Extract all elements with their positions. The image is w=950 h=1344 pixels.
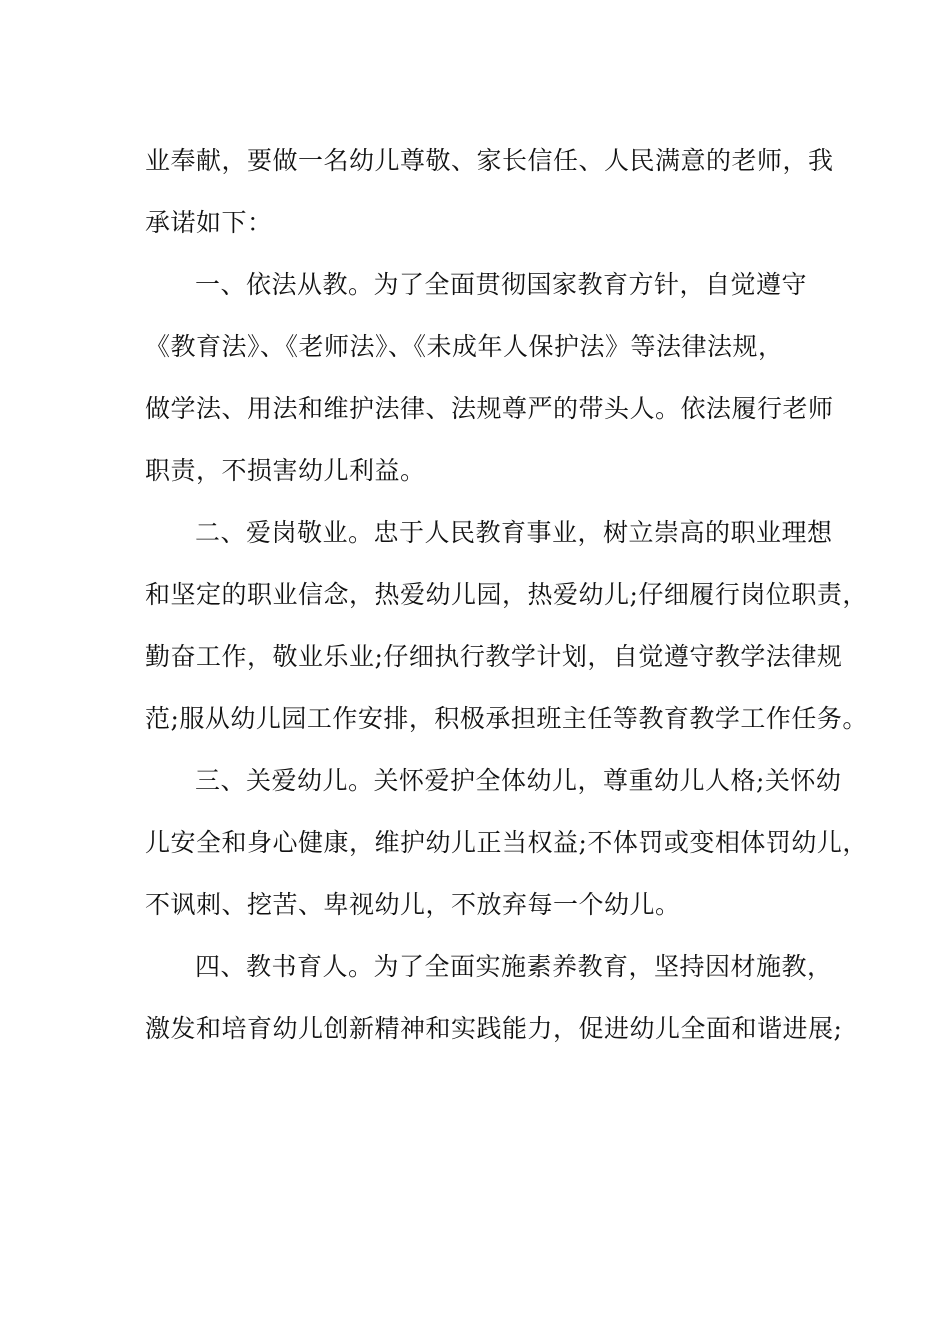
text-line: 业奉献，要做一名幼儿尊敬、家长信任、人民满意的老师，我 xyxy=(145,146,834,175)
text-line: 职责，不损害幼儿利益。 xyxy=(145,456,426,485)
text-line: 做学法、用法和维护法律、法规尊严的带头人。依法履行老师 xyxy=(145,394,834,423)
text-line: 一、依法从教。为了全面贯彻国家教育方针，自觉遵守 xyxy=(195,270,808,299)
text-line: 三、关爱幼儿。关怀爱护全体幼儿，尊重幼儿人格;关怀幼 xyxy=(195,766,842,795)
text-line: 二、爱岗敬业。忠于人民教育事业，树立崇高的职业理想 xyxy=(195,518,833,547)
text-line: 范;服从幼儿园工作安排，积极承担班主任等教育教学工作任务。 xyxy=(145,704,868,733)
text-line: 激发和培育幼儿创新精神和实践能力，促进幼儿全面和谐进展; xyxy=(145,1014,843,1043)
document-body xyxy=(145,130,868,1060)
text-line: 承诺如下： xyxy=(145,208,273,237)
text-line: 四、教书育人。为了全面实施素养教育，坚持因材施教， xyxy=(195,952,833,981)
text-line: 勤奋工作，敬业乐业;仔细执行教学计划，自觉遵守教学法律规 xyxy=(145,642,843,671)
text-line: 《教育法》、《老师法》、《未成年人保护法》等法律法规， xyxy=(145,332,784,361)
text-line: 儿安全和身心健康，维护幼儿正当权益;不体罚或变相体罚幼儿， xyxy=(145,828,868,857)
text-line: 和坚定的职业信念，热爱幼儿园，热爱幼儿;仔细履行岗位职责， xyxy=(145,580,868,609)
text-line: 不讽刺、挖苦、卑视幼儿，不放弃每一个幼儿。 xyxy=(145,890,681,919)
